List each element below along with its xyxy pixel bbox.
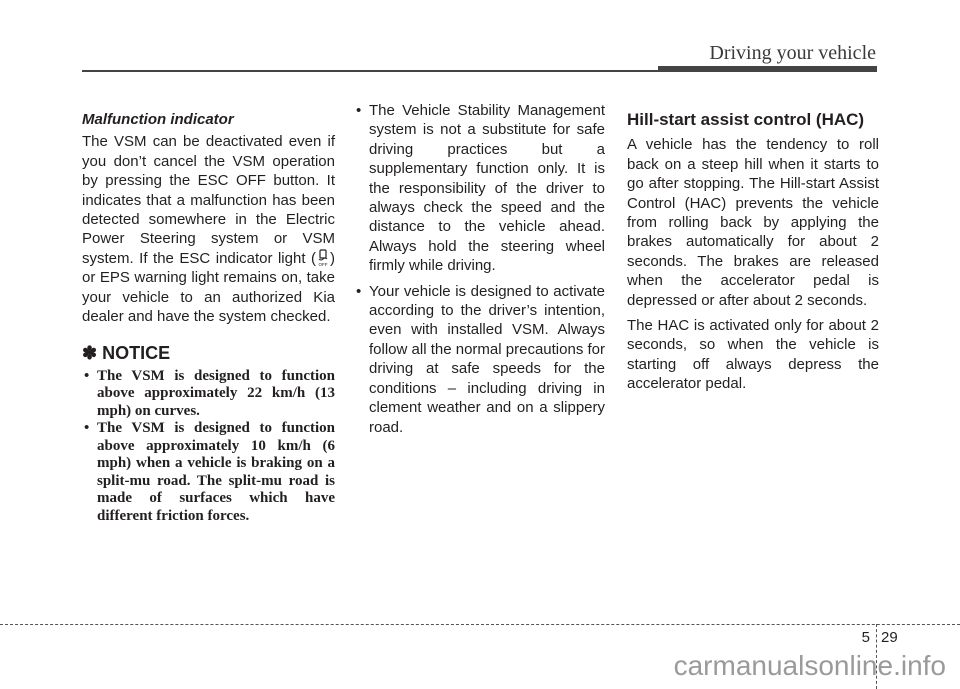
column-right [627,110,879,400]
header-rule [82,70,660,72]
watermark: carmanualsonline.info [673,650,946,681]
footer-rule [0,624,960,625]
esc-off-indicator-icon [316,249,330,267]
column-middle [354,101,605,437]
header-bar [658,66,877,72]
paragraph-text: ) or EPS warning light remains on, take your vehicle to an authorized Kia dealer and have the system checked. [82,249,335,326]
header-title: Driving your vehicle [709,42,876,64]
subtitle-malfunction-indicator: Malfunction indicator [82,111,234,128]
chapter-number: 5 [861,629,870,646]
malfunction-paragraph [82,132,335,326]
hac-paragraph: The HAC is activated only for about 2 seconds, so when the vehicle is starting off always depress the accelerator pedal. [627,317,879,393]
caution-list [354,101,605,437]
svg-text:OFF: OFF [318,261,328,267]
notice-item: • The VSM is designed to function above approximately 22 km/h (13 mph) on curves. [84,367,335,419]
notice-list [82,368,335,526]
column-left [82,110,335,525]
notice-item: • The VSM is designed to function above approximately 10 km/h (6 mph) when a vehicle is braking on a split-mu road. The split-mu road is made of surfaces which have different friction forces. [84,420,335,524]
paragraph-text: The VSM can be deactivated even if you don’t cancel the VSM operation by pressing the ESC OFF button. It indicates that a malfunction has been detected somewhere in the Electric Power Steering system or VSM system. If the ESC indicator light ( [82,133,335,267]
hac-paragraph: A vehicle has the tendency to roll back on a steep hill when it starts to go after stopping. The Hill-start Assist Control (HAC) prevents the vehicle from rolling back by applying the brakes automatically for about 2 seconds. The brakes are released when the accelerator pedal is depressed or after about 2 seconds. [627,136,879,309]
page-number: 29 [881,629,898,646]
bullet-item: • The Vehicle Stability Management system is not a substitute for safe driving practices but a supplementary function only. It is the responsibility of the driver to always check the speed and the distance to the vehicle ahead. Always hold the steering wheel firmly while driving. [356,102,605,275]
bullet-item: • Your vehicle is designed to activate according to the driver’s intention, even with installed VSM. Always follow all the normal precautions for driving at safe speeds for the conditions – including driving in clement weather and on a slippery road. [356,282,605,436]
notice-title: ✽ NOTICE [82,343,171,364]
heading-hill-start-assist: Hill-start assist control (HAC) [627,110,865,129]
